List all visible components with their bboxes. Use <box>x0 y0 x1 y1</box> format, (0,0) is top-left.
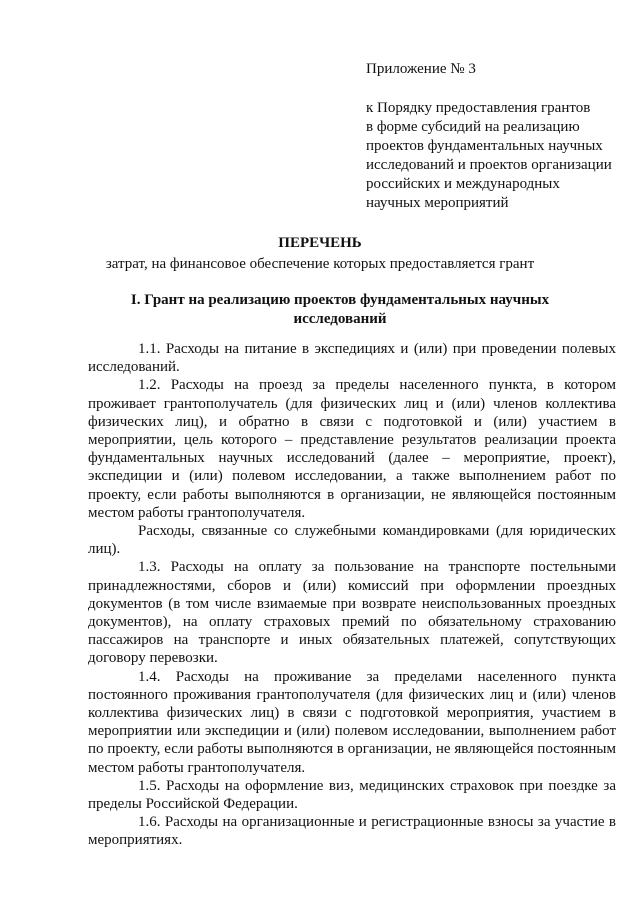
document-body <box>88 340 616 850</box>
appendix-line: российских и международных <box>366 176 560 192</box>
paragraph: 1.6. Расходы на организационные и регистрационные взносы за участие в мероприятиях. <box>88 814 616 849</box>
appendix-title: Приложение № 3 <box>366 61 476 77</box>
paragraph: 1.1. Расходы на питание в экспедициях и (или) при проведении полевых исследований. <box>88 341 616 376</box>
appendix-line: научных мероприятий <box>366 195 509 211</box>
appendix-line: исследований и проектов организации <box>366 157 612 173</box>
appendix-block <box>366 60 626 213</box>
paragraph: 1.2. Расходы на проезд за пределы населенного пункта, в котором проживает грантополучатель (для физических лиц и (или) членов коллектива физических лиц), и обратно в связи с подготовкой и (или) участием в мероприятии, цель которого – представление результатов реализации проекта фундаментальных научных исследований (далее – мероприятие, проект), экспедиции и (или) полевом исследовании, а также выполнением работ по проекту, если работы выполняются в организации, не являющейся постоянным местом работы грантополучателя. <box>88 377 616 521</box>
paragraph: 1.4. Расходы на проживание за пределами населенного пункта постоянного проживания грантополучателя (для физических лиц и (или) членов коллектива физических лиц) в связи с подготовкой мероприятия, участием в мероприятии или экспедиции и (или) полевом исследовании, выполнением работ по проекту, если работы выполняются в организации, не являющейся постоянным местом работы грантополучателя. <box>88 668 616 776</box>
paragraph: Расходы, связанные со служебными командировками (для юридических лиц). <box>88 523 616 558</box>
document-subtitle: затрат, на финансовое обеспечение которых предоставляется грант <box>105 256 535 272</box>
document-title: ПЕРЕЧЕНЬ <box>278 235 362 251</box>
paragraph: 1.3. Расходы на оплату за пользование на транспорте постельными принадлежностями, сборов и (или) комиссий при оформлении проездных документов (в том числе взимаемые при возврате неиспользованных проездных документов), на оплату страховых премий по обязательному страхованию пассажиров на транспорте и иных обязательных платежей, сопутствующих договору перевозки. <box>88 559 616 667</box>
section-title: I. Грант на реализацию проектов фундаментальных научных исследований <box>130 292 550 327</box>
appendix-line: проектов фундаментальных научных <box>366 138 603 154</box>
paragraph: 1.5. Расходы на оформление виз, медицинских страховок при поездке за пределы Российской Федерации. <box>88 777 616 813</box>
appendix-line: в форме субсидий на реализацию <box>366 119 580 135</box>
appendix-line: к Порядку предоставления грантов <box>366 100 591 116</box>
